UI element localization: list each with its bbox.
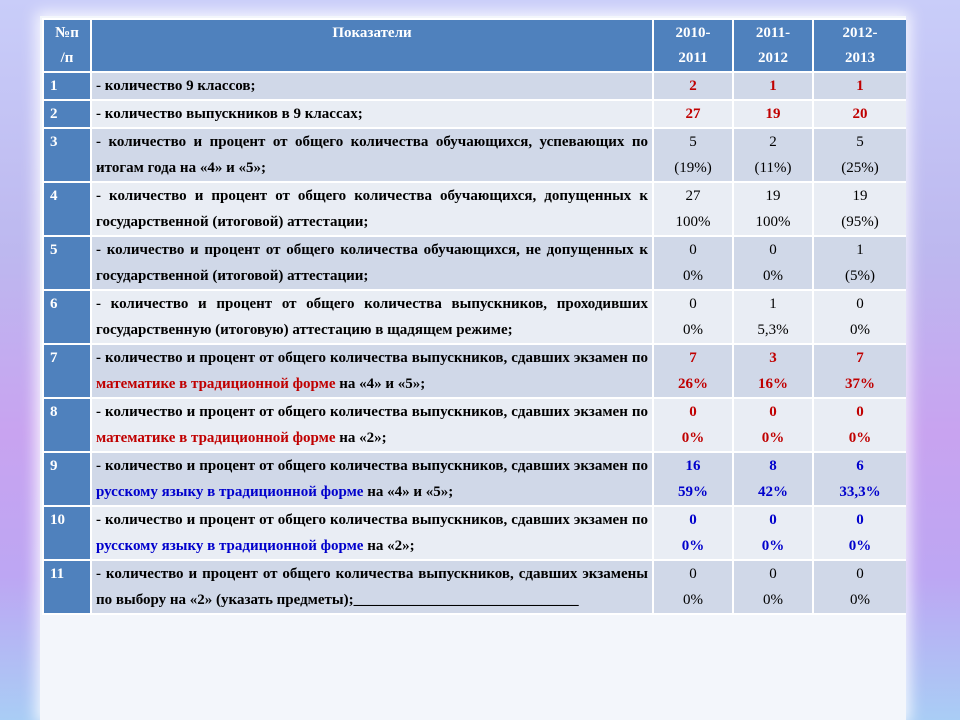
value-line: 0% (683, 268, 703, 284)
indicator-text: на «2»; (363, 538, 415, 554)
value-line: 19 (852, 188, 868, 204)
row-indicator: - количество и процент от общего количества выпускников, проходивших государственную (итоговую) аттестацию в щадящем режиме; (91, 290, 653, 344)
row-indicator: - количество и процент от общего количества обучающихся, успевающих по итогам года на «4» и «5»; (91, 128, 653, 182)
value-cell-year-2 (733, 560, 813, 614)
indicator-subject-highlight: математике в традиционной форме (96, 376, 336, 392)
header-year-start: 2011- (755, 25, 791, 41)
value-line: 100% (755, 214, 791, 230)
header-row (43, 19, 906, 72)
value-cell-year-3 (813, 452, 906, 506)
row-indicator (91, 452, 653, 506)
value-cell-year-1 (653, 560, 733, 614)
value-cell-year-3 (813, 506, 906, 560)
value-cell-year-1 (653, 72, 733, 100)
indicator-text: - количество и процент от общего количества выпускников, сдавших экзамен по (96, 458, 648, 474)
table-row (43, 452, 906, 506)
value-line: 2 (769, 134, 777, 150)
row-indicator (91, 344, 653, 398)
value-line: 27 (685, 188, 701, 204)
row-indicator: - количество выпускников в 9 классах; (91, 100, 653, 128)
value-line: 0 (769, 242, 777, 258)
value-line: 37% (845, 376, 875, 392)
header-year-3 (813, 19, 906, 72)
row-number: 2 (43, 100, 91, 128)
value-cell-year-3 (813, 182, 906, 236)
table-row (43, 290, 906, 344)
value-cell-year-2 (733, 100, 813, 128)
row-number: 5 (43, 236, 91, 290)
value-line: 0 (689, 512, 697, 528)
row-indicator: - количество и процент от общего количества обучающихся, допущенных к государственной (итоговой) аттестации; (91, 182, 653, 236)
value-line: 1 (769, 296, 777, 312)
table-row (43, 72, 906, 100)
value-cell-year-3 (813, 100, 906, 128)
value-line: 2 (689, 78, 697, 94)
slide-frame (40, 16, 906, 720)
value-cell-year-3 (813, 344, 906, 398)
row-indicator: - количество и процент от общего количества обучающихся, не допущенных к государственной (итоговой) аттестации; (91, 236, 653, 290)
value-cell-year-3 (813, 290, 906, 344)
row-number: 11 (43, 560, 91, 614)
value-line: 0% (763, 592, 783, 608)
value-line: 1 (856, 242, 864, 258)
header-year-start: 2010- (675, 25, 711, 41)
value-line: 0 (689, 566, 697, 582)
value-line: 0% (848, 430, 872, 446)
indicator-subject-highlight: математике в традиционной форме (96, 430, 336, 446)
value-line: 0% (763, 268, 783, 284)
value-line: 19 (765, 188, 781, 204)
row-number: 6 (43, 290, 91, 344)
value-cell-year-2 (733, 452, 813, 506)
value-line: (25%) (841, 160, 879, 176)
value-line: 0 (689, 242, 697, 258)
value-line: 16 (685, 458, 701, 474)
header-year-end: 2012 (758, 50, 788, 66)
value-line: (95%) (841, 214, 879, 230)
value-line: 59% (678, 484, 708, 500)
header-num-line1: №п (55, 25, 79, 41)
table-row (43, 344, 906, 398)
value-cell-year-3 (813, 72, 906, 100)
value-line: 0 (689, 404, 697, 420)
value-cell-year-1 (653, 236, 733, 290)
indicator-text: - количество и процент от общего количества выпускников, сдавших экзамен по (96, 404, 648, 420)
value-line: 0% (683, 592, 703, 608)
value-line: 100% (675, 214, 711, 230)
value-line: 7 (689, 350, 697, 366)
value-cell-year-2 (733, 290, 813, 344)
header-num (43, 19, 91, 72)
value-cell-year-3 (813, 236, 906, 290)
value-line: 0 (856, 404, 864, 420)
value-line: 0 (856, 512, 864, 528)
header-year-2 (733, 19, 813, 72)
row-indicator (91, 506, 653, 560)
value-line: (5%) (845, 268, 875, 284)
value-cell-year-2 (733, 72, 813, 100)
value-line: 7 (856, 350, 864, 366)
indicator-text: на «4» и «5»; (335, 376, 426, 392)
value-line: 0% (683, 322, 703, 338)
indicator-subject-highlight: русскому языку в традиционной форме (96, 538, 364, 554)
value-line: 0 (856, 566, 864, 582)
row-number: 9 (43, 452, 91, 506)
header-year-end: 2013 (845, 50, 875, 66)
value-cell-year-1 (653, 344, 733, 398)
value-line: 5 (689, 134, 697, 150)
value-cell-year-3 (813, 398, 906, 452)
row-indicator: - количество и процент от общего количества выпускников, сдавших экзамены по выбору на «2» (указать предметы);______________________________ (91, 560, 653, 614)
table-row (43, 182, 906, 236)
value-line: 8 (769, 458, 777, 474)
value-line: 0% (848, 538, 872, 554)
value-cell-year-1 (653, 452, 733, 506)
row-number: 1 (43, 72, 91, 100)
value-line: 6 (856, 458, 864, 474)
value-line: 1 (769, 78, 777, 94)
value-cell-year-2 (733, 236, 813, 290)
value-cell-year-2 (733, 128, 813, 182)
value-line: 0% (761, 538, 785, 554)
value-line: 3 (769, 350, 777, 366)
indicator-text: - количество и процент от общего количества выпускников, сдавших экзамен по (96, 512, 648, 528)
row-number: 7 (43, 344, 91, 398)
indicator-text: на «4» и «5»; (363, 484, 454, 500)
value-line: 33,3% (839, 484, 881, 500)
value-line: 0% (681, 430, 705, 446)
value-line: 5 (856, 134, 864, 150)
value-cell-year-1 (653, 128, 733, 182)
value-line: (19%) (674, 160, 712, 176)
value-line: 0 (769, 566, 777, 582)
value-cell-year-2 (733, 398, 813, 452)
table-row (43, 100, 906, 128)
table-body (43, 72, 906, 614)
table-row (43, 128, 906, 182)
value-cell-year-1 (653, 506, 733, 560)
indicator-text: - количество и процент от общего количества выпускников, сдавших экзамен по (96, 350, 648, 366)
value-cell-year-2 (733, 182, 813, 236)
value-line: 0% (850, 592, 870, 608)
header-indicators: Показатели (91, 19, 653, 72)
value-line: 0 (769, 512, 777, 528)
value-line: 27 (685, 106, 701, 122)
value-cell-year-1 (653, 398, 733, 452)
value-line: 26% (678, 376, 708, 392)
value-cell-year-1 (653, 100, 733, 128)
indicator-text: на «2»; (335, 430, 387, 446)
value-cell-year-2 (733, 344, 813, 398)
value-cell-year-1 (653, 182, 733, 236)
row-indicator (91, 398, 653, 452)
value-cell-year-1 (653, 290, 733, 344)
value-cell-year-3 (813, 560, 906, 614)
indicator-subject-highlight: русскому языку в традиционной форме (96, 484, 364, 500)
value-cell-year-3 (813, 128, 906, 182)
table-row (43, 236, 906, 290)
header-num-line2: /п (60, 50, 74, 66)
value-line: 20 (852, 106, 868, 122)
value-line: 16% (758, 376, 788, 392)
value-line: 0 (856, 296, 864, 312)
value-line: 5,3% (757, 322, 789, 338)
value-line: 0% (761, 430, 785, 446)
row-number: 10 (43, 506, 91, 560)
table-row (43, 506, 906, 560)
value-line: 0 (689, 296, 697, 312)
row-number: 4 (43, 182, 91, 236)
table-row (43, 398, 906, 452)
indicators-table (42, 18, 906, 615)
value-line: 0% (850, 322, 870, 338)
value-line: 0 (769, 404, 777, 420)
value-line: (11%) (754, 160, 792, 176)
value-line: 1 (856, 78, 864, 94)
header-year-1 (653, 19, 733, 72)
value-line: 19 (765, 106, 781, 122)
value-line: 0% (681, 538, 705, 554)
header-year-start: 2012- (842, 25, 878, 41)
row-number: 8 (43, 398, 91, 452)
table-row (43, 560, 906, 614)
header-year-end: 2011 (678, 50, 708, 66)
row-indicator: - количество 9 классов; (91, 72, 653, 100)
value-cell-year-2 (733, 506, 813, 560)
value-line: 42% (758, 484, 788, 500)
row-number: 3 (43, 128, 91, 182)
